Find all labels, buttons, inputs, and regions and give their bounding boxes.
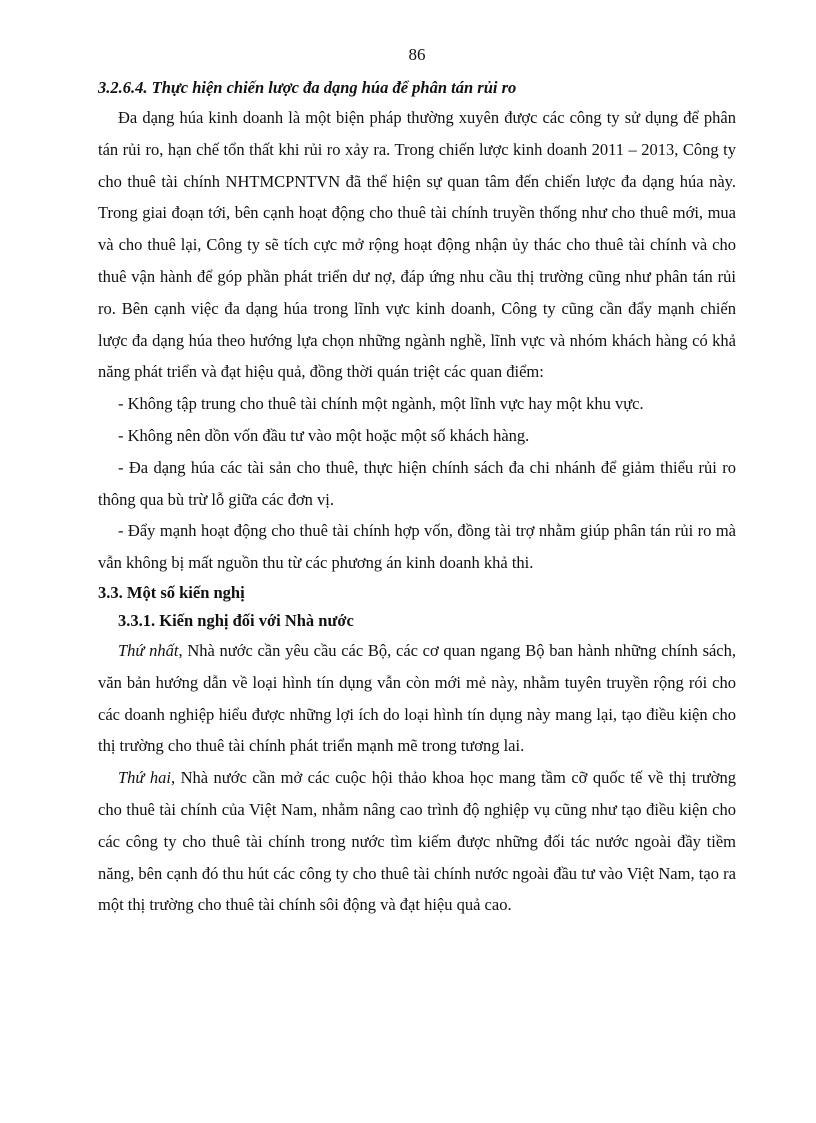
page-number: 86 xyxy=(408,45,426,64)
bullet-item: - Đẩy mạnh hoạt động cho thuê tài chính hợp vốn, đồng tài trợ nhằm giúp phân tán rủi ro mà vẫn không bị mất nguồn thu từ các phương án kinh doanh khả thi. xyxy=(98,521,736,573)
subsection-heading-3-3-1: 3.3.1. Kiến nghị đối với Nhà nước xyxy=(118,610,354,630)
bullet-item: - Không tập trung cho thuê tài chính một ngành, một lĩnh vực hay một khu vực. xyxy=(118,394,644,414)
paragraph-text: , Nhà nước cần yêu cầu các Bộ, các cơ quan ngang Bộ ban hành những chính sách, văn bản hướng dẫn về loại hình tín dụng vẫn còn mới mẻ này, nhằm tuyên truyền rộng rói cho các doanh nghiệp hiểu được những lợi ích do loại hình tín dụng này mang lại, tạo điều kiện cho thị trường cho thuê tài chính phát triển mạnh mẽ trong tương lai. xyxy=(98,640,737,756)
paragraph: Đa dạng húa kinh doanh là một biện pháp thường xuyên được các công ty sử dụng để phân tán rủi ro, hạn chế tổn thất khi rủi ro xảy ra. Trong chiến lược kinh doanh 2011 – 2013, Công ty cho thuê tài chính NHTMCPNTVN đã thể hiện sự quan tâm đến chiến lược đa dạng húa này. Trong giai đoạn tới, bên cạnh hoạt động cho thuê tài chính truyền thống như cho thuê mới, mua và cho thuê lại, Công ty sẽ tích cực mở rộng hoạt động nhận ủy thác cho thuê tài chính và cho thuê vận hành để góp phần phát triển dư nợ, đáp ứng nhu cầu thị trường cũng như phân tán rủi ro. Bên cạnh việc đa dạng húa trong lĩnh vực kinh doanh, Công ty cũng cần đẩy mạnh chiến lược đa dạng húa theo hướng lựa chọn những ngành nghề, lĩnh vực và nhóm khách hàng có khả năng phát triển và đạt hiệu quả, đồng thời quán triệt các quan điểm: xyxy=(98,108,736,382)
paragraph xyxy=(98,762,736,921)
bullet-item: - Đa dạng húa các tài sản cho thuê, thực hiện chính sách đa chi nhánh để giảm thiểu rủi ro thông qua bù trừ lỗ giữa các đơn vị. xyxy=(98,457,736,509)
paragraph xyxy=(98,635,736,762)
section-heading-3-3: 3.3. Một số kiến nghị xyxy=(98,582,245,602)
section-heading-3-2-6-4: 3.2.6.4. Thực hiện chiến lược đa dạng húa để phân tán rủi ro xyxy=(98,78,517,97)
paragraph-text: Nhà nước cần mở các cuộc hội thảo khoa học mang tầm cỡ quốc tế về thị trường cho thuê tài chính của Việt Nam, nhằm nâng cao trình độ nghiệp vụ cũng như tạo điều kiện cho các công ty cho thuê tài chính trong nước tìm kiếm được những đối tác nước ngoài đầy tiềm năng, bên cạnh đó thu hút các công ty cho thuê tài chính nước ngoài đầu tư vào Việt Nam, tạo ra một thị trường cho thuê tài chính sôi động và đạt hiệu quả cao. xyxy=(98,768,736,915)
paragraph-lead: Thứ hai, xyxy=(118,768,176,788)
bullet-item: - Không nên dồn vốn đầu tư vào một hoặc một số khách hàng. xyxy=(118,425,530,445)
paragraph-lead: Thứ nhất xyxy=(118,640,179,660)
